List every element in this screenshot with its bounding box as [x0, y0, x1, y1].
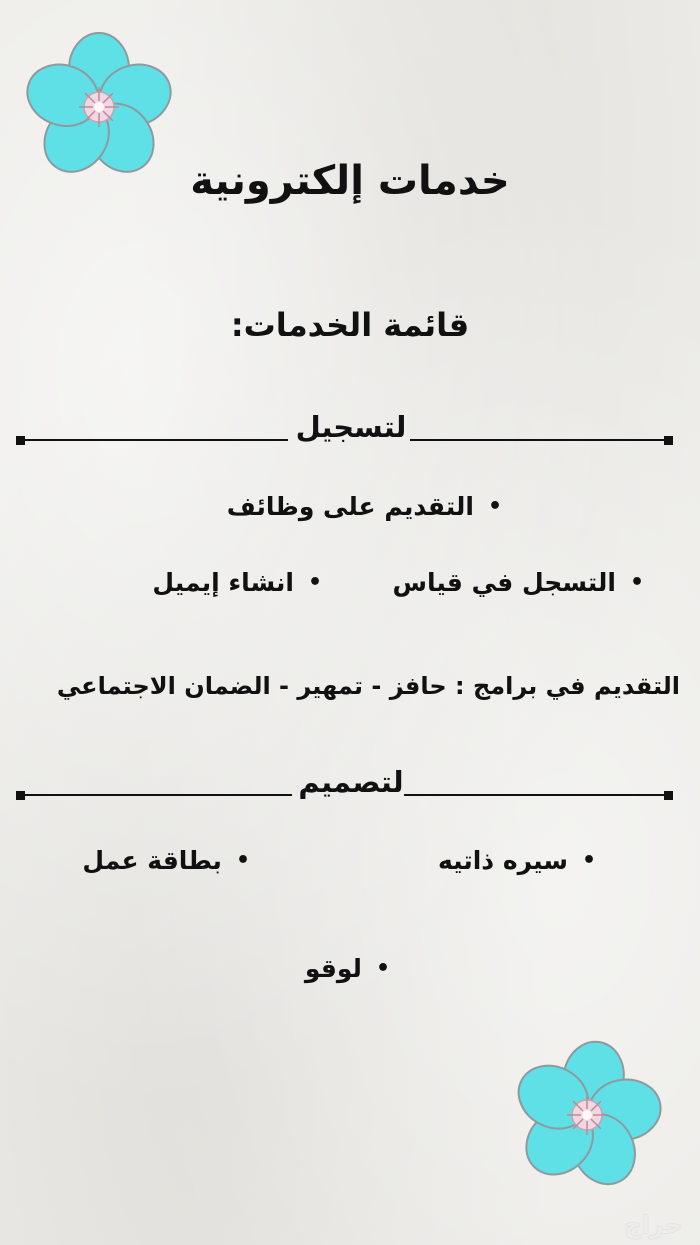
divider-line-left: [20, 794, 292, 796]
flower-bottom-right-icon: [510, 1038, 665, 1193]
bullet-icon: •: [375, 956, 390, 981]
programs-line: التقديم في برامج : حافز - تمهير - الضمان الاجتماعي: [56, 672, 680, 700]
bullet-icon: •: [307, 570, 322, 595]
section-label-registration: لتسجيل: [295, 410, 407, 444]
list-item: •لوقو: [304, 954, 390, 983]
list-item: •التسجل في قياس: [392, 568, 644, 597]
list-item: •بطاقة عمل: [82, 846, 250, 875]
divider-line-right: [410, 439, 668, 441]
divider-end-right: [664, 791, 673, 800]
page-title: خدمات إلكترونية: [190, 158, 510, 204]
bullet-icon: •: [235, 848, 250, 873]
divider-line-left: [20, 439, 288, 441]
list-item: •انشاء إيميل: [152, 568, 322, 597]
bullet-icon: •: [629, 570, 644, 595]
watermark-logo: حراج: [624, 1211, 682, 1239]
list-item: •سيره ذاتيه: [437, 846, 596, 875]
bullet-icon: •: [581, 848, 596, 873]
list-item: •التقديم على وظائف: [226, 492, 502, 521]
divider-end-right: [664, 436, 673, 445]
services-list-heading: قائمة الخدمات:: [230, 306, 470, 344]
divider-line-right: [404, 794, 668, 796]
bullet-icon: •: [487, 494, 502, 519]
section-label-design: لتصميم: [298, 765, 404, 799]
